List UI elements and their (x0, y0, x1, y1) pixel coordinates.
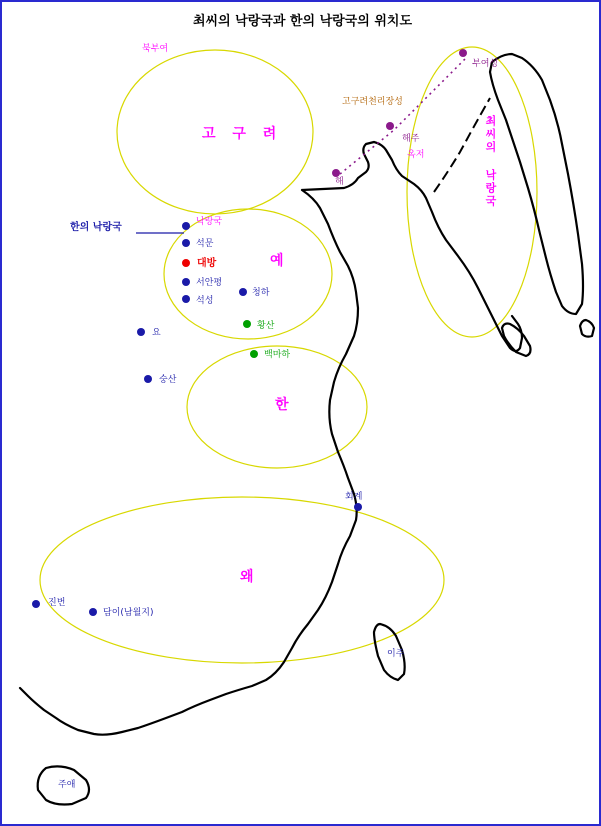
label-hoegye: 회계 (345, 492, 363, 502)
dot-jinbeon[interactable] (32, 600, 40, 608)
region-label-han: 한 (275, 397, 289, 413)
region-label-goguryeo: 고 구 려 (202, 126, 283, 142)
label-cheongha: 청하 (252, 288, 270, 298)
route-buyeo-line (340, 57, 467, 174)
label-buyeoseong: 부여성 (472, 59, 499, 69)
label-bukbuyeo: 북부여 (142, 44, 169, 54)
label-daebang: 대방 (197, 258, 217, 269)
label-sungsan: 숭산 (159, 375, 177, 385)
dot-yo[interactable] (137, 328, 145, 336)
dot-damni[interactable] (89, 608, 97, 616)
dot-nakrangguk[interactable] (182, 222, 190, 230)
dot-haeju[interactable] (386, 122, 394, 130)
dot-seongmun[interactable] (182, 239, 190, 247)
label-han-nakrangguk: 한의 낙랑국 (70, 222, 122, 233)
label-okjeo: 옥저 (407, 150, 425, 160)
ellipse-choe-nakrang (407, 47, 537, 337)
dot-daebang[interactable] (182, 259, 190, 267)
map-geometry (2, 2, 601, 826)
dot-hae[interactable] (332, 169, 340, 177)
dot-hwangsan[interactable] (243, 320, 251, 328)
dot-seoanpyeong[interactable] (182, 278, 190, 286)
label-yo: 요 (152, 328, 161, 338)
dot-baekmaha[interactable] (250, 350, 258, 358)
dot-cheongha[interactable] (239, 288, 247, 296)
coastline-east-island-tip (502, 324, 531, 357)
label-jue: 주애 (58, 780, 76, 790)
label-hwangsan: 황산 (257, 321, 275, 331)
dot-seokseong[interactable] (182, 295, 190, 303)
label-goguryeo-cheonrijangseong: 고구려천리장성 (342, 97, 403, 107)
label-jinbeon: 진번 (48, 598, 66, 608)
label-baekmaha: 백마하 (264, 350, 291, 360)
label-seoanpyeong: 서안평 (196, 278, 223, 288)
dot-sungsan[interactable] (144, 375, 152, 383)
coastline-east-island-dot (580, 320, 594, 337)
label-seokseong: 석성 (196, 296, 214, 306)
region-label-ye: 예 (270, 253, 284, 269)
label-nakrangguk: 낙랑국 (196, 217, 223, 227)
dashed-border (434, 98, 490, 192)
label-ijung: 이주 (387, 649, 405, 659)
region-label-choe-nakrang: 최씨의 낙랑국 (484, 115, 497, 208)
label-damni: 담이(남월지) (103, 608, 154, 618)
label-haeju: 해주 (402, 134, 420, 144)
label-seongmun: 석문 (196, 239, 214, 249)
label-hae: 해 (335, 177, 344, 187)
dot-hoegye[interactable] (354, 503, 362, 511)
region-label-wae: 왜 (240, 569, 254, 585)
page-title: 최씨의 낙랑국과 한의 낙랑국의 위치도 (192, 14, 413, 29)
dot-buyeoseong[interactable] (459, 49, 467, 57)
